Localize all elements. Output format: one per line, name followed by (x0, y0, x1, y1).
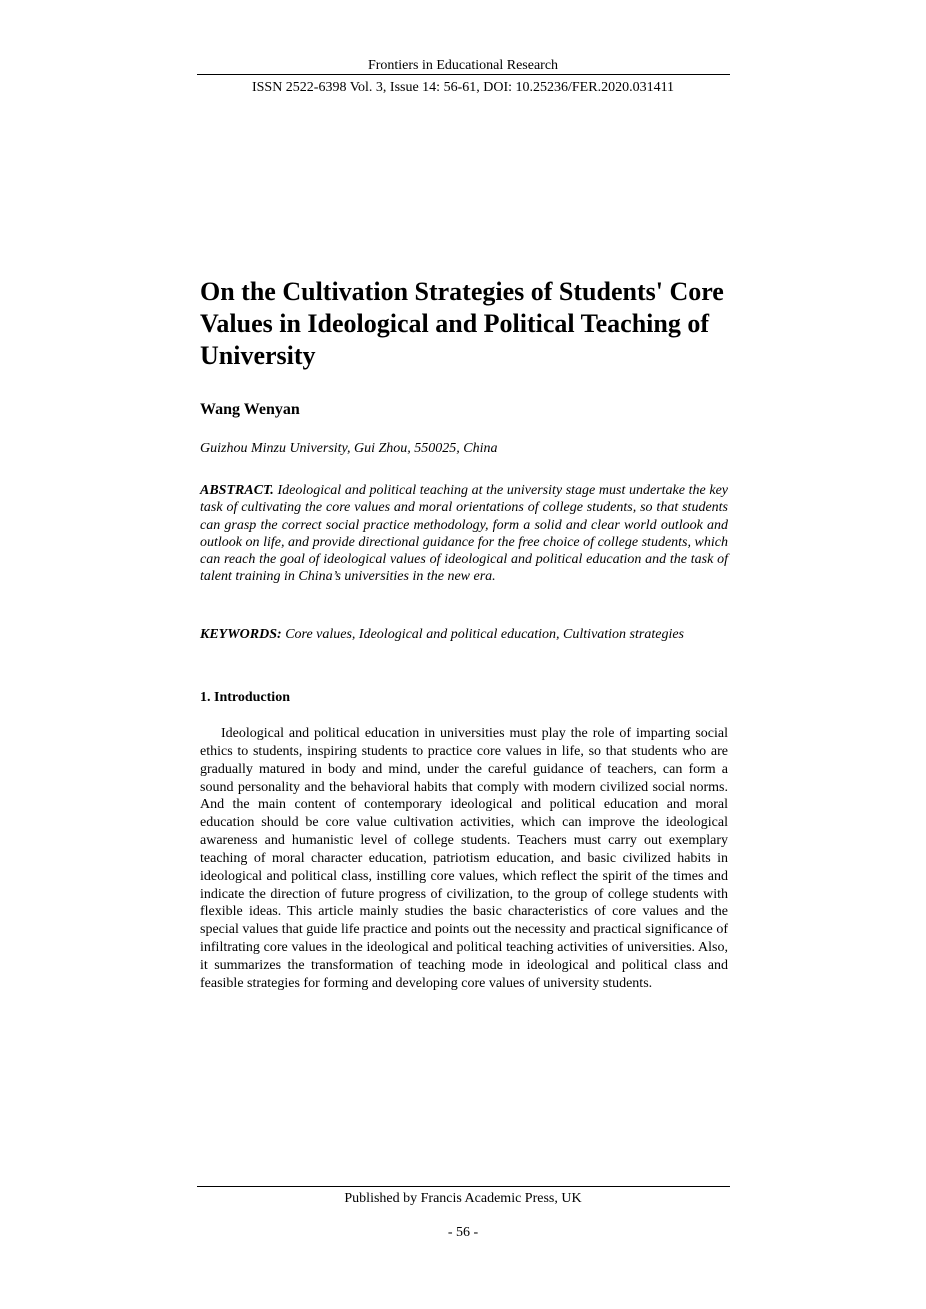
author-name: Wang Wenyan (200, 401, 300, 418)
keywords-text: Core values, Ideological and political education, Cultivation strategies (285, 627, 685, 642)
article-title: On the Cultivation Strategies of Students' Core Values in Ideological and Political Teaching of University (200, 277, 724, 370)
introduction-paragraph: Ideological and political education in universities must play the role of imparting social ethics to students, inspiring students to practice core values in life, so that students who are gradually matured in body and mind, under the careful guidance of teachers, can form a sound personality and the behavioral habits that comply with modern civilized social norms. And the main content of contemporary ideological and political education and moral education should be core value cultivation activities, which can improve the ideological awareness and humanistic level of college students. Teachers must carry out exemplary teaching of moral character education, patriotism education, and basic civilized habits in ideological and political class, instilling core values, which reflect the spirit of the times and indicate the direction of future progress of civilization, to the group of college students with flexible ideas. This article mainly studies the basic characteristics of core values and the special values that guide life practice and points out the necessity and practical significance of infiltrating core values in the ideological and political teaching activities of universities. Also, it summarizes the transformation of teaching mode in ideological and political class and feasible strategies for forming and developing core values of university students. (200, 726, 728, 991)
running-header-issn: ISSN 2522-6398 Vol. 3, Issue 14: 56-61, DOI: 10.25236/FER.2020.031411 (251, 80, 675, 95)
keywords (200, 626, 728, 643)
header-divider (197, 74, 730, 75)
author-affiliation: Guizhou Minzu University, Gui Zhou, 550025, China (200, 441, 498, 456)
abstract-text: Ideological and political teaching at the university stage must undertake the key task of cultivating the core values and moral orientations of college students, so that students can grasp the correct social practice methodology, form a solid and clear world outlook and outlook on life, and provide directional guidance for the free choice of college students, which can reach the goal of ideological values of ideological and political education and the task of talent training in China’s universities in the new era. (200, 483, 728, 585)
page-number: - 56 - (447, 1225, 479, 1240)
abstract-label: ABSTRACT. (200, 483, 274, 498)
keywords-label: KEYWORDS: (200, 627, 282, 642)
footer-divider (197, 1186, 730, 1187)
running-header-journal: Frontiers in Educational Research (367, 58, 559, 73)
footer-publisher: Published by Francis Academic Press, UK (344, 1191, 582, 1206)
abstract (200, 482, 728, 586)
section-heading-introduction: 1. Introduction (200, 690, 290, 705)
